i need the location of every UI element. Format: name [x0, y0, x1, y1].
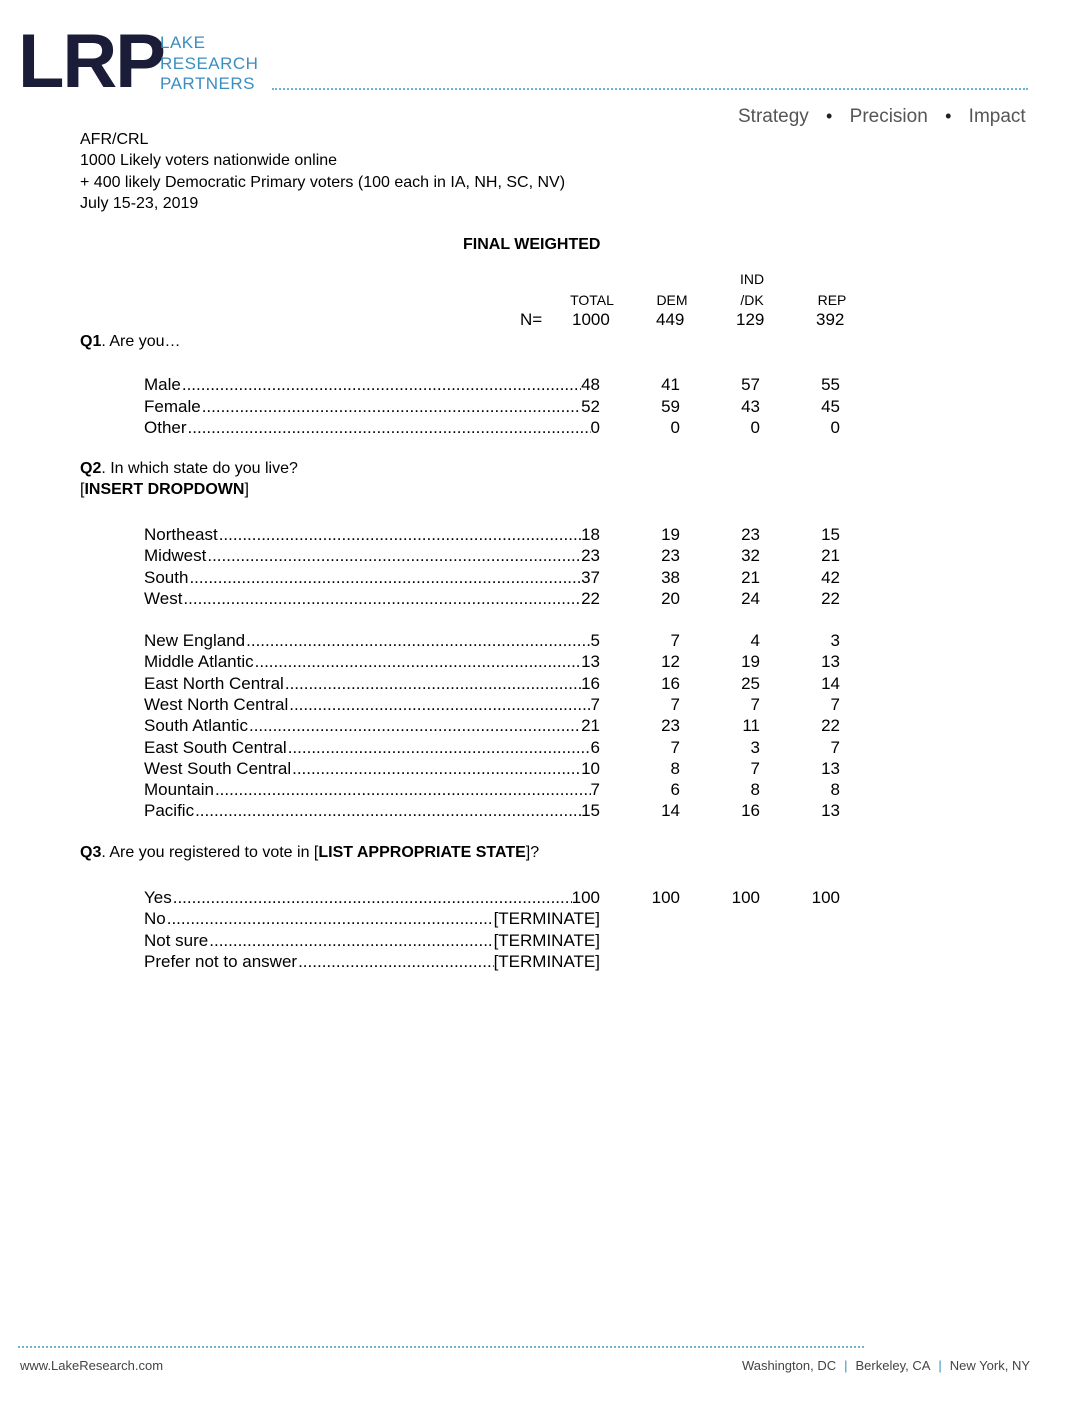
ind-value: 7 — [750, 758, 760, 778]
dem-value: 19 — [661, 525, 680, 544]
row-label: No — [144, 909, 166, 929]
dem-value: 6 — [670, 780, 680, 800]
table-row — [144, 887, 600, 908]
table-row — [144, 694, 600, 715]
total-value: 52 — [581, 396, 600, 416]
rep-value: 42 — [821, 567, 840, 587]
question-q3 — [80, 844, 539, 862]
total-value: 5 — [590, 631, 600, 650]
survey-sample-1: 1000 Likely voters nationwide online — [80, 152, 338, 169]
survey-sample-2: + 400 likely Democratic Primary voters (100 each in IA, NH, SC, NV) — [80, 174, 566, 191]
total-value: 6 — [590, 737, 600, 757]
location-separator: | — [844, 1358, 848, 1373]
dot-leader — [291, 758, 581, 779]
rep-value: 14 — [821, 673, 840, 693]
row-label: South — [144, 567, 189, 587]
dot-leader — [181, 374, 581, 395]
dem-value: 59 — [661, 396, 680, 416]
row-label: Pacific — [144, 801, 195, 821]
location-newyork: New York, NY — [949, 1358, 1030, 1373]
n-label: N= — [520, 310, 543, 329]
ind-value: 24 — [741, 588, 760, 608]
ind-value: 25 — [741, 673, 760, 693]
dot-leader — [245, 630, 590, 651]
footer-url[interactable]: www.LakeResearch.com — [20, 1358, 164, 1373]
ind-value: 11 — [742, 716, 760, 736]
table-row — [144, 651, 600, 672]
rep-value: 3 — [830, 631, 840, 650]
logo-name-line-3: PARTNERS — [160, 74, 256, 93]
table-row — [144, 524, 600, 545]
total-value: [TERMINATE] — [493, 930, 600, 950]
row-label: West — [144, 588, 183, 608]
n-dem: 449 — [656, 310, 685, 329]
bracket-open: [ — [80, 481, 85, 498]
row-label: Yes — [144, 888, 172, 907]
row-label: East South Central — [144, 737, 287, 757]
total-value: 7 — [590, 694, 600, 714]
rep-value: 8 — [830, 780, 840, 800]
total-value: [TERMINATE] — [493, 951, 600, 971]
question-text: . In which state do you live? — [101, 460, 298, 477]
total-value: 23 — [581, 546, 600, 566]
ind-value: 4 — [750, 631, 760, 650]
dot-leader — [166, 908, 494, 929]
dem-value: 7 — [670, 631, 680, 650]
dem-value: 38 — [661, 567, 680, 587]
question-q1 — [80, 333, 181, 351]
dem-value: 20 — [661, 588, 680, 608]
table-row — [144, 715, 600, 736]
table-row — [144, 800, 600, 821]
ind-value: 100 — [731, 888, 760, 907]
row-label: West South Central — [144, 758, 292, 778]
logo-name-line-1: LAKE — [160, 33, 206, 52]
total-value: 10 — [581, 758, 600, 778]
row-label: South Atlantic — [144, 716, 248, 736]
footer-locations — [742, 1358, 1030, 1373]
dem-value: 16 — [661, 673, 680, 693]
footer-divider — [18, 1346, 864, 1348]
rep-value: 0 — [830, 418, 840, 437]
total-value: 13 — [581, 652, 600, 672]
dot-leader — [254, 651, 581, 672]
table-title: FINAL WEIGHTED — [463, 236, 601, 253]
ind-value: 21 — [741, 567, 760, 587]
question-q2 — [80, 460, 298, 478]
tagline — [738, 106, 1026, 128]
dot-leader — [214, 779, 591, 800]
ind-value: 16 — [741, 801, 760, 821]
total-value: 21 — [581, 716, 600, 736]
dem-value: 7 — [670, 737, 680, 757]
ind-value: 8 — [750, 780, 760, 800]
question-number: Q2 — [80, 460, 102, 477]
tagline-precision: Precision — [849, 106, 928, 127]
survey-client: AFR/CRL — [80, 131, 149, 148]
n-ind: 129 — [736, 310, 765, 329]
dot-leader — [284, 673, 581, 694]
row-label: Northeast — [144, 525, 218, 544]
column-header-rep: REP — [817, 292, 847, 308]
dot-leader — [297, 951, 494, 972]
total-value: 15 — [581, 801, 600, 821]
row-label: Midwest — [144, 546, 207, 566]
dem-value: 23 — [661, 716, 680, 736]
question-text: . Are you… — [101, 333, 181, 350]
header-divider — [272, 88, 1028, 90]
logo-name — [160, 33, 258, 95]
row-label: Not sure — [144, 930, 209, 950]
rep-value: 7 — [830, 737, 840, 757]
rep-value: 15 — [821, 525, 840, 544]
dem-value: 14 — [661, 801, 680, 821]
tagline-impact: Impact — [968, 106, 1026, 127]
table-row — [144, 396, 600, 417]
table-row — [144, 758, 600, 779]
logo-mark: LRP — [18, 19, 164, 104]
rep-value: 7 — [830, 694, 840, 714]
instruction-text: INSERT DROPDOWN — [84, 481, 245, 498]
row-label: East North Central — [144, 673, 284, 693]
ind-value: 32 — [741, 546, 760, 566]
total-value: 48 — [581, 375, 600, 394]
dot-leader — [188, 567, 581, 588]
row-label: Mountain — [144, 780, 214, 800]
dot-leader — [206, 545, 581, 566]
table-row — [144, 673, 600, 694]
column-header-total: TOTAL — [570, 292, 614, 308]
question-number: Q3 — [80, 844, 102, 861]
ind-value: 57 — [741, 375, 760, 394]
row-label: New England — [144, 631, 246, 650]
total-value: 22 — [581, 588, 600, 608]
tagline-bullet: • — [945, 106, 952, 126]
row-label: Other — [144, 418, 187, 437]
dot-leader — [208, 930, 493, 951]
column-header-dem: DEM — [656, 292, 688, 308]
total-value: 18 — [581, 525, 600, 544]
table-row — [144, 545, 600, 566]
row-label: Prefer not to answer — [144, 951, 298, 971]
ind-value: 43 — [741, 396, 760, 416]
total-value: [TERMINATE] — [493, 909, 600, 929]
dem-value: 23 — [661, 546, 680, 566]
table-row — [144, 588, 600, 609]
table-row — [144, 951, 600, 972]
location-berkeley: Berkeley, CA — [855, 1358, 931, 1373]
row-label: Male — [144, 375, 181, 394]
table-row — [144, 417, 600, 438]
table-row — [144, 779, 600, 800]
dot-leader — [182, 588, 581, 609]
ind-value: 23 — [741, 525, 760, 544]
dem-value: 7 — [670, 694, 680, 714]
question-text-bold: LIST APPROPRIATE STATE — [318, 844, 526, 861]
total-value: 100 — [571, 888, 600, 907]
total-value: 0 — [590, 418, 600, 437]
rep-value: 55 — [821, 375, 840, 394]
question-text: . Are you registered to vote in [ — [101, 844, 319, 861]
rep-value: 22 — [821, 588, 840, 608]
rep-value: 13 — [821, 652, 840, 672]
question-text-end: ]? — [525, 844, 540, 861]
row-label: Middle Atlantic — [144, 652, 254, 672]
dot-leader — [187, 417, 591, 438]
column-header-dk: /DK — [740, 292, 764, 308]
rep-value: 13 — [821, 758, 840, 778]
tagline-bullet: • — [826, 106, 833, 126]
rep-value: 21 — [821, 546, 840, 566]
dem-value: 12 — [661, 652, 680, 672]
survey-dates: July 15-23, 2019 — [80, 195, 199, 212]
table-row — [144, 737, 600, 758]
row-label: Female — [144, 396, 201, 416]
table-row — [144, 374, 600, 395]
location-separator: | — [938, 1358, 942, 1373]
dem-value: 8 — [670, 758, 680, 778]
total-value: 16 — [581, 673, 600, 693]
dot-leader — [201, 396, 581, 417]
rep-value: 13 — [821, 801, 840, 821]
dot-leader — [248, 715, 581, 736]
dot-leader — [287, 737, 591, 758]
tagline-strategy: Strategy — [738, 106, 809, 127]
dot-leader — [288, 694, 590, 715]
column-header-ind: IND — [739, 271, 765, 287]
dot-leader — [172, 887, 572, 908]
dem-value: 41 — [661, 375, 680, 394]
row-label: West North Central — [144, 694, 289, 714]
question-number: Q1 — [80, 333, 102, 350]
ind-value: 19 — [741, 652, 760, 672]
location-washington: Washington, DC — [741, 1358, 837, 1373]
dot-leader — [194, 800, 581, 821]
logo-name-line-2: RESEARCH — [160, 53, 259, 73]
table-row — [144, 908, 600, 929]
ind-value: 0 — [750, 418, 760, 437]
total-value: 7 — [590, 780, 600, 800]
dem-value: 100 — [651, 888, 680, 907]
bracket-close: ] — [244, 481, 249, 498]
q2-instruction — [80, 481, 249, 499]
ind-value: 3 — [750, 737, 760, 757]
table-row — [144, 567, 600, 588]
dem-value: 0 — [670, 418, 680, 437]
rep-value: 45 — [821, 396, 840, 416]
n-rep: 392 — [816, 310, 845, 329]
dot-leader — [218, 524, 581, 545]
rep-value: 100 — [811, 888, 840, 907]
n-total: 1000 — [572, 310, 610, 329]
ind-value: 7 — [750, 694, 760, 714]
rep-value: 22 — [821, 716, 840, 736]
table-row — [144, 630, 600, 651]
total-value: 37 — [581, 567, 600, 587]
table-row — [144, 930, 600, 951]
